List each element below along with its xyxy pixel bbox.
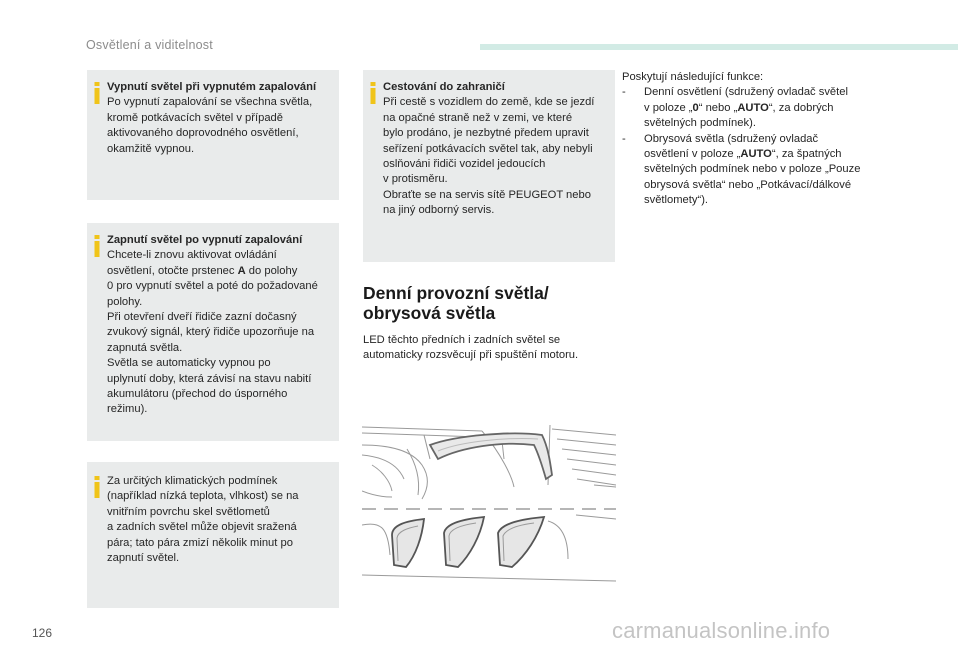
lights-illustration bbox=[362, 425, 616, 585]
info-icon bbox=[93, 82, 101, 104]
info-box-condensation bbox=[87, 462, 339, 608]
box-text: Chcete-li znovu aktivovat ovládání osvětlení, otočte prstenec A do polohy 0 pro vypnutí světel a poté do požadované polohy. Při otevření dveří řidiče zazní dočasný zvukový signál, který řidiče upozorňuje na zapnutá světla. Světla se automaticky vypnou po uplynutí doby, která závisí na stavu nabití akumulátoru (přechod do úsporného režimu). bbox=[107, 249, 318, 416]
info-box-lights-on bbox=[87, 223, 339, 441]
box-title: Vypnutí světel při vypnutém zapalování bbox=[107, 81, 317, 93]
info-box-abroad bbox=[363, 70, 615, 262]
chapter-title: Osvětlení a viditelnost bbox=[86, 38, 213, 52]
box-text: Po vypnutí zapalování se všechna světla, kromě potkávacích světel v případě aktivovaného doprovodného osvětlení, okamžitě vypnou. bbox=[107, 96, 313, 155]
page-number: 126 bbox=[32, 626, 53, 640]
functions-intro: Poskytují následující funkce: bbox=[622, 71, 764, 83]
box-title: Cestování do zahraničí bbox=[383, 81, 505, 93]
info-icon bbox=[369, 82, 377, 104]
section-body: LED těchto předních i zadních světel se automaticky rozsvěcují při spuštění motoru. bbox=[363, 334, 579, 362]
list-item: - Obrysová světla (sdružený ovladač osvětlení v poloze „AUTO“, za špatných světelných podmínek nebo v poloze „Pouze obrysová světla“ nebo „Potkávací/dálkové světlomety“). bbox=[622, 132, 861, 207]
info-icon bbox=[93, 476, 101, 498]
chapter-bar bbox=[480, 44, 958, 50]
box-text: Při cestě s vozidlem do země, kde se jezdí na opačné straně než v zemi, ve které bylo prodáno, je nezbytné předem upravit seřízení potkávacích světel tak, aby nebyli oslňováni řidiči vozidel jedoucích v protisměru. Obraťte se na servis sítě PEUGEOT nebo na jiný odborný servis. bbox=[383, 96, 595, 217]
functions-list bbox=[622, 70, 912, 209]
list-item: - Denní osvětlení (sdružený ovladač světel v poloze „0“ nebo „AUTO“, za dobrých světelných podmínek). bbox=[622, 86, 848, 130]
watermark: carmanualsonline.info bbox=[612, 618, 831, 643]
box-text: Za určitých klimatických podmínek (například nízká teplota, vlhkost) se na vnitřním povrchu skel světlometů a zadních světel může objevit sražená pára; tato pára zmizí několik minut po zapnutí světel. bbox=[107, 475, 299, 565]
info-icon bbox=[93, 235, 101, 257]
info-box-lights-off bbox=[87, 70, 339, 200]
box-title: Zapnutí světel po vypnutí zapalování bbox=[107, 234, 303, 246]
section-heading: Denní provozní světla/ obrysová světla bbox=[363, 283, 549, 323]
